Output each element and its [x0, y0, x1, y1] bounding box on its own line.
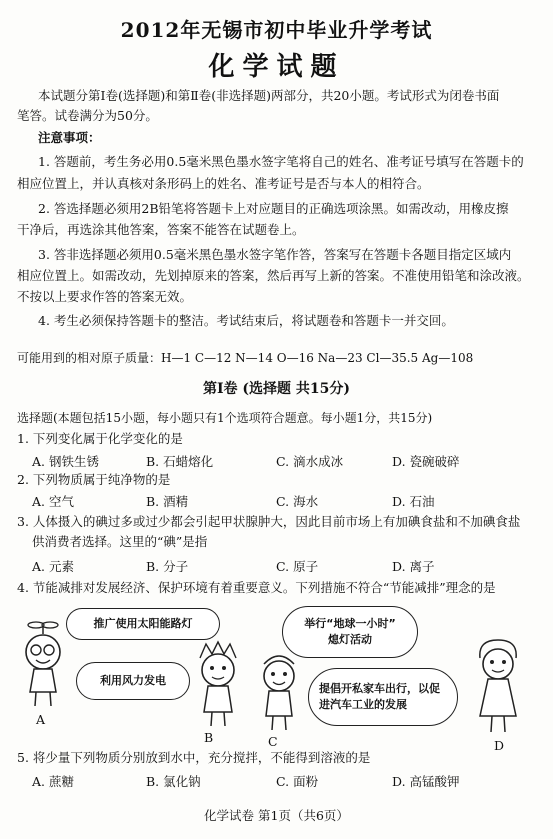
atomic-masses: 可能用到的相对原子质量：H—1 C—12 N—14 O—16 Na—23 Cl—35.5 Ag—108	[17, 351, 474, 365]
figure-label-c: C	[268, 734, 278, 749]
character-b-illustration	[192, 638, 244, 728]
notice-4: 4. 考生必须保持答题卡的整洁。考试结束后，将试题卷和答题卡一并交回。	[38, 313, 454, 328]
bubble-d-line-1: 提倡开私家车出行，以促	[319, 682, 440, 695]
q2-option-c: C. 海水	[276, 494, 319, 509]
figure-label-a: A	[36, 712, 46, 727]
question-3-stem: 3. 人体摄入的碘过多或过少都会引起甲状腺肿大，因此目前市场上有加碘食盐和不加碘食盐	[17, 514, 521, 529]
page-footer: 化学试卷 第1页（共6页）	[204, 808, 349, 823]
q5-option-d: D. 高锰酸钾	[392, 774, 460, 789]
q2-option-d: D. 石油	[392, 494, 435, 509]
bubble-a: 推广使用太阳能路灯	[66, 608, 220, 640]
q1-option-a: A. 钢铁生锈	[32, 454, 99, 469]
character-d-illustration	[470, 636, 526, 736]
question-4-stem: 4. 节能减排对发展经济、保护环境有着重要意义。下列措施不符合“节能减排”理念的是	[17, 580, 496, 595]
q1-option-c: C. 滴水成冰	[276, 454, 344, 469]
section-instructions: 选择题(本题包括15小题，每小题只有1个选项符合题意。每小题1分，共15分)	[17, 411, 433, 425]
q3-option-b: B. 分子	[146, 559, 189, 574]
subject-title: 化学试题	[208, 52, 345, 82]
question-5-stem: 5. 将少量下列物质分别放到水中，充分搅拌，不能得到溶液的是	[17, 750, 371, 765]
notice-1b: 相应位置上，并认真核对条形码上的姓名、准考证号是否与本人的相符合。	[17, 176, 430, 191]
section-title: 第Ⅰ卷 (选择题 共15分)	[202, 381, 351, 397]
figure-label-d: D	[494, 738, 505, 753]
notice-title: 注意事项：	[38, 130, 101, 145]
question-1-stem: 1. 下列变化属于化学变化的是	[17, 431, 183, 446]
q5-option-a: A. 蔗糖	[32, 774, 74, 789]
notice-2b: 干净后，再选涂其他答案，答案不能答在试题卷上。	[17, 222, 305, 237]
question-3-stem-2: 供消费者选择。这里的“碘”是指	[32, 534, 208, 549]
exam-title: 2012年无锡市初中毕业升学考试	[120, 18, 433, 42]
q1-option-d: D. 瓷碗破碎	[392, 454, 460, 469]
question-2-stem: 2. 下列物质属于纯净物的是	[17, 472, 171, 487]
q3-option-d: D. 离子	[392, 559, 435, 574]
notice-3b: 相应位置上。如需改动，先划掉原来的答案，然后再写上新的答案。不准使用铅笔和涂改液。	[17, 268, 530, 283]
bubble-d	[308, 668, 458, 726]
notice-2a: 2. 答选择题必须用2B铅笔将答题卡上对应题目的正确选项涂黑。如需改动，用橡皮擦	[38, 201, 509, 216]
q2-option-a: A. 空气	[32, 494, 74, 509]
bubble-c-line-2: 熄灯活动	[328, 633, 372, 646]
character-c-illustration	[254, 650, 304, 734]
q1-option-b: B. 石蜡熔化	[146, 454, 214, 469]
q3-option-c: C. 原子	[276, 559, 319, 574]
notice-3c: 不按以上要求作答的答案无效。	[17, 289, 193, 304]
intro-line-1: 本试题分第Ⅰ卷(选择题)和第Ⅱ卷(非选择题)两部分，共20小题。考试形式为闭卷书面	[38, 88, 500, 103]
q5-option-c: C. 面粉	[276, 774, 319, 789]
notice-3a: 3. 答非选择题必须用0.5毫米黑色墨水签字笔作答，答案写在答题卡各题目指定区域内	[38, 247, 512, 262]
intro-line-2: 笔答。试卷满分为50分。	[17, 108, 158, 123]
bubble-b: 利用风力发电	[76, 662, 190, 700]
q2-option-b: B. 酒精	[146, 494, 189, 509]
q5-option-b: B. 氯化钠	[146, 774, 201, 789]
q3-option-a: A. 元素	[32, 559, 74, 574]
notice-1a: 1. 答题前，考生务必用0.5毫米黑色墨水签字笔将自己的姓名、准考证号填写在答题卡的	[38, 154, 524, 169]
figure-label-b: B	[204, 730, 214, 745]
bubble-c-line-1: 举行“地球一小时”	[304, 617, 396, 630]
character-a-illustration	[16, 620, 70, 710]
bubble-d-line-2: 进汽车工业的发展	[319, 698, 407, 711]
